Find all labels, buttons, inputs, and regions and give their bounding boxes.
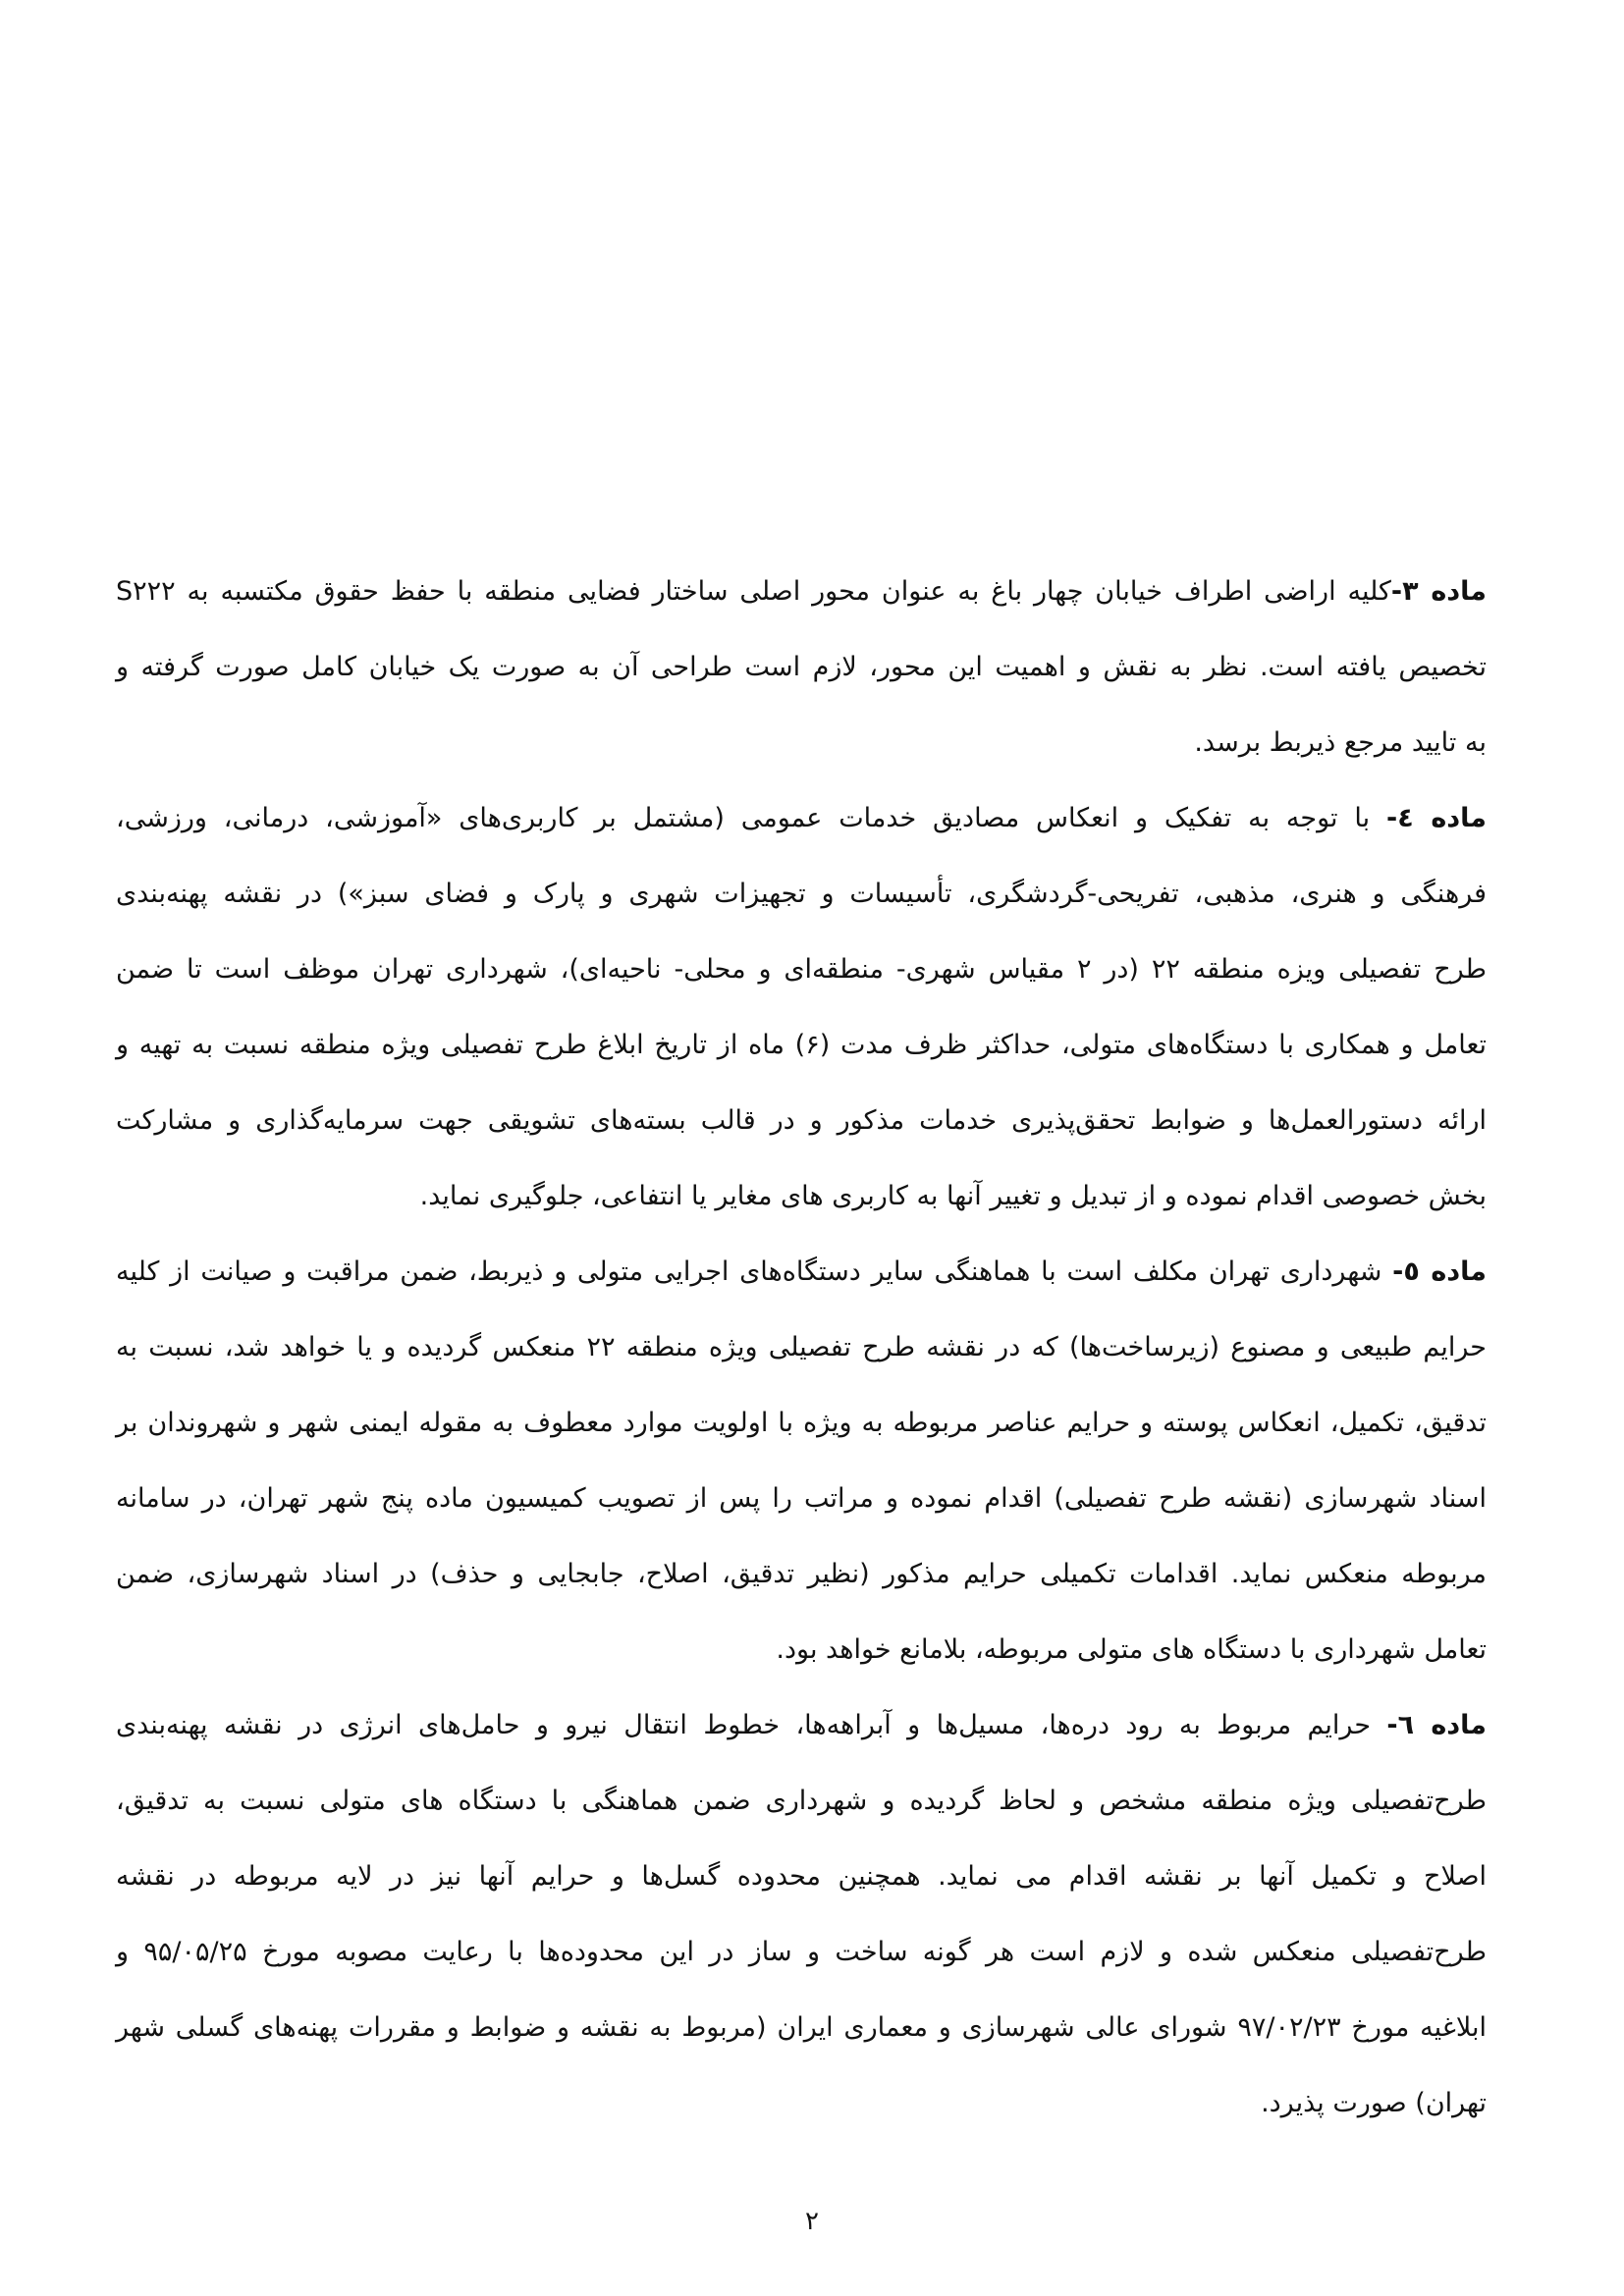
line-text: کلیه اراضی اطراف خیابان چهار باغ به عنوان محور اصلی ساختار فضایی منطقه با حفظ حقوق مکتسبه به S۲۲۲ — [116, 576, 1391, 607]
text-line: اسناد شهرسازی (نقشه طرح تفصیلی) اقدام نموده و مراتب را پس از تصویب کمیسیون ماده پنج شهر تهران، در سامانه — [116, 1483, 1487, 1514]
document-body — [116, 561, 1487, 2149]
article-3 — [116, 561, 1487, 788]
text-line: تهران) صورت پذیرد. — [1261, 2088, 1487, 2118]
article-label: ماده ٥- — [1392, 1256, 1487, 1287]
text-line: تدقیق، تکمیل، انعکاس پوسته و حرایم عناصر مربوطه به ویژه با اولویت موارد معطوف به مقوله ایمنی شهر و شهروندان بر — [116, 1408, 1487, 1438]
text-line: اصلاح و تکمیل آنها بر نقشه اقدام می نماید. همچنین محدوده گسل‌ها و حرایم آنها نیز در لایه مربوطه در نقشه — [116, 1861, 1487, 1892]
article-label: ماده ٤- — [1385, 803, 1487, 833]
text-line — [116, 1695, 1487, 1771]
text-line: تعامل و همکاری با دستگاه‌های متولی، حداکثر ظرف مدت (۶) ماه از تاریخ ابلاغ طرح تفصیلی ویژه منطقه نسبت به تهیه و — [116, 1030, 1487, 1060]
article-5 — [116, 1242, 1487, 1695]
text-line: مربوطه منعکس نماید. اقدامات تکمیلی حرایم مذکور (نظیر تدقیق، اصلاح، جابجایی و حذف) در اسناد شهرسازی، ضمن — [116, 1559, 1487, 1589]
text-line — [116, 561, 1487, 637]
article-label: ماده ۳- — [1390, 576, 1487, 607]
text-line — [116, 788, 1487, 864]
text-line: طرح تفصیلی ویزه منطقه ۲۲ (در ۲ مقیاس شهری- منطقه‌ای و محلی- ناحیه‌ای)، شهرداری تهران موظف است تا ضمن — [116, 954, 1488, 985]
text-line: به تایید مرجع ذیربط برسد. — [1194, 727, 1487, 758]
text-line: تعامل شهرداری با دستگاه های متولی مربوطه، بلامانع خواهد بود. — [776, 1634, 1487, 1665]
article-4 — [116, 788, 1487, 1242]
text-line: طرح‌تفصیلی ویژه منطقه مشخص و لحاظ گردیده و شهرداری ضمن هماهنگی با دستگاه های متولی نسبت به تدقیق، — [116, 1786, 1487, 1816]
line-text: با توجه به تفکیک و انعکاس مصادیق خدمات عمومی (مشتمل بر کاربری‌های «آموزشی، درمانی، ورزشی، — [116, 803, 1386, 833]
text-line: فرهنگی و هنری، مذهبی، تفریحی-گردشگری، تأسیسات و تجهیزات شهری و پارک و فضای سبز») در نقشه پهنه‌بندی — [116, 879, 1487, 909]
line-text: حرایم مربوط به رود دره‌ها، مسیل‌ها و آبراهه‌ها، خطوط انتقال نیرو و حامل‌های انرژی در نقشه پهنه‌بندی — [116, 1710, 1387, 1740]
page-number: ۲ — [805, 2207, 819, 2236]
text-line — [116, 1242, 1487, 1317]
text-line: حرایم طبیعی و مصنوع (زیرساخت‌ها) که در نقشه طرح تفصیلی ویژه منطقه ۲۲ منعکس گردیده و یا خواهد شد، نسبت به — [116, 1332, 1487, 1362]
article-label: ماده ٦- — [1386, 1710, 1487, 1740]
text-line: طرح‌تفصیلی منعکس شده و لازم است هر گونه ساخت و ساز در این محدوده‌ها با رعایت مصوبه مورخ ۹۵/۰۵/۲۵ و — [116, 1937, 1488, 1967]
line-text: شهرداری تهران مکلف است با هماهنگی سایر دستگاه‌های اجرایی متولی و ذیربط، ضمن مراقبت و صیانت از کلیه — [116, 1256, 1393, 1287]
text-line: تخصیص یافته است. نظر به نقش و اهمیت این محور، لازم است طراحی آن به صورت یک خیابان کامل صورت گرفته و — [116, 652, 1487, 682]
text-line: بخش خصوصی اقدام نموده و از تبدیل و تغییر آنها به کاربری های مغایر یا انتفاعی، جلوگیری نماید. — [419, 1181, 1487, 1211]
article-6 — [116, 1695, 1487, 2149]
text-line: ارائه دستورالعمل‌ها و ضوابط تحقق‌پذیری خدمات مذکور و در قالب بسته‌های تشویقی جهت سرمایه‌گذاری و مشارکت — [116, 1105, 1487, 1136]
text-line: ابلاغیه مورخ ۹۷/۰۲/۲۳ شورای عالی شهرسازی و معماری ایران (مربوط به نقشه و ضوابط و مقررات پهنه‌های گسلی شهر — [116, 2012, 1487, 2043]
